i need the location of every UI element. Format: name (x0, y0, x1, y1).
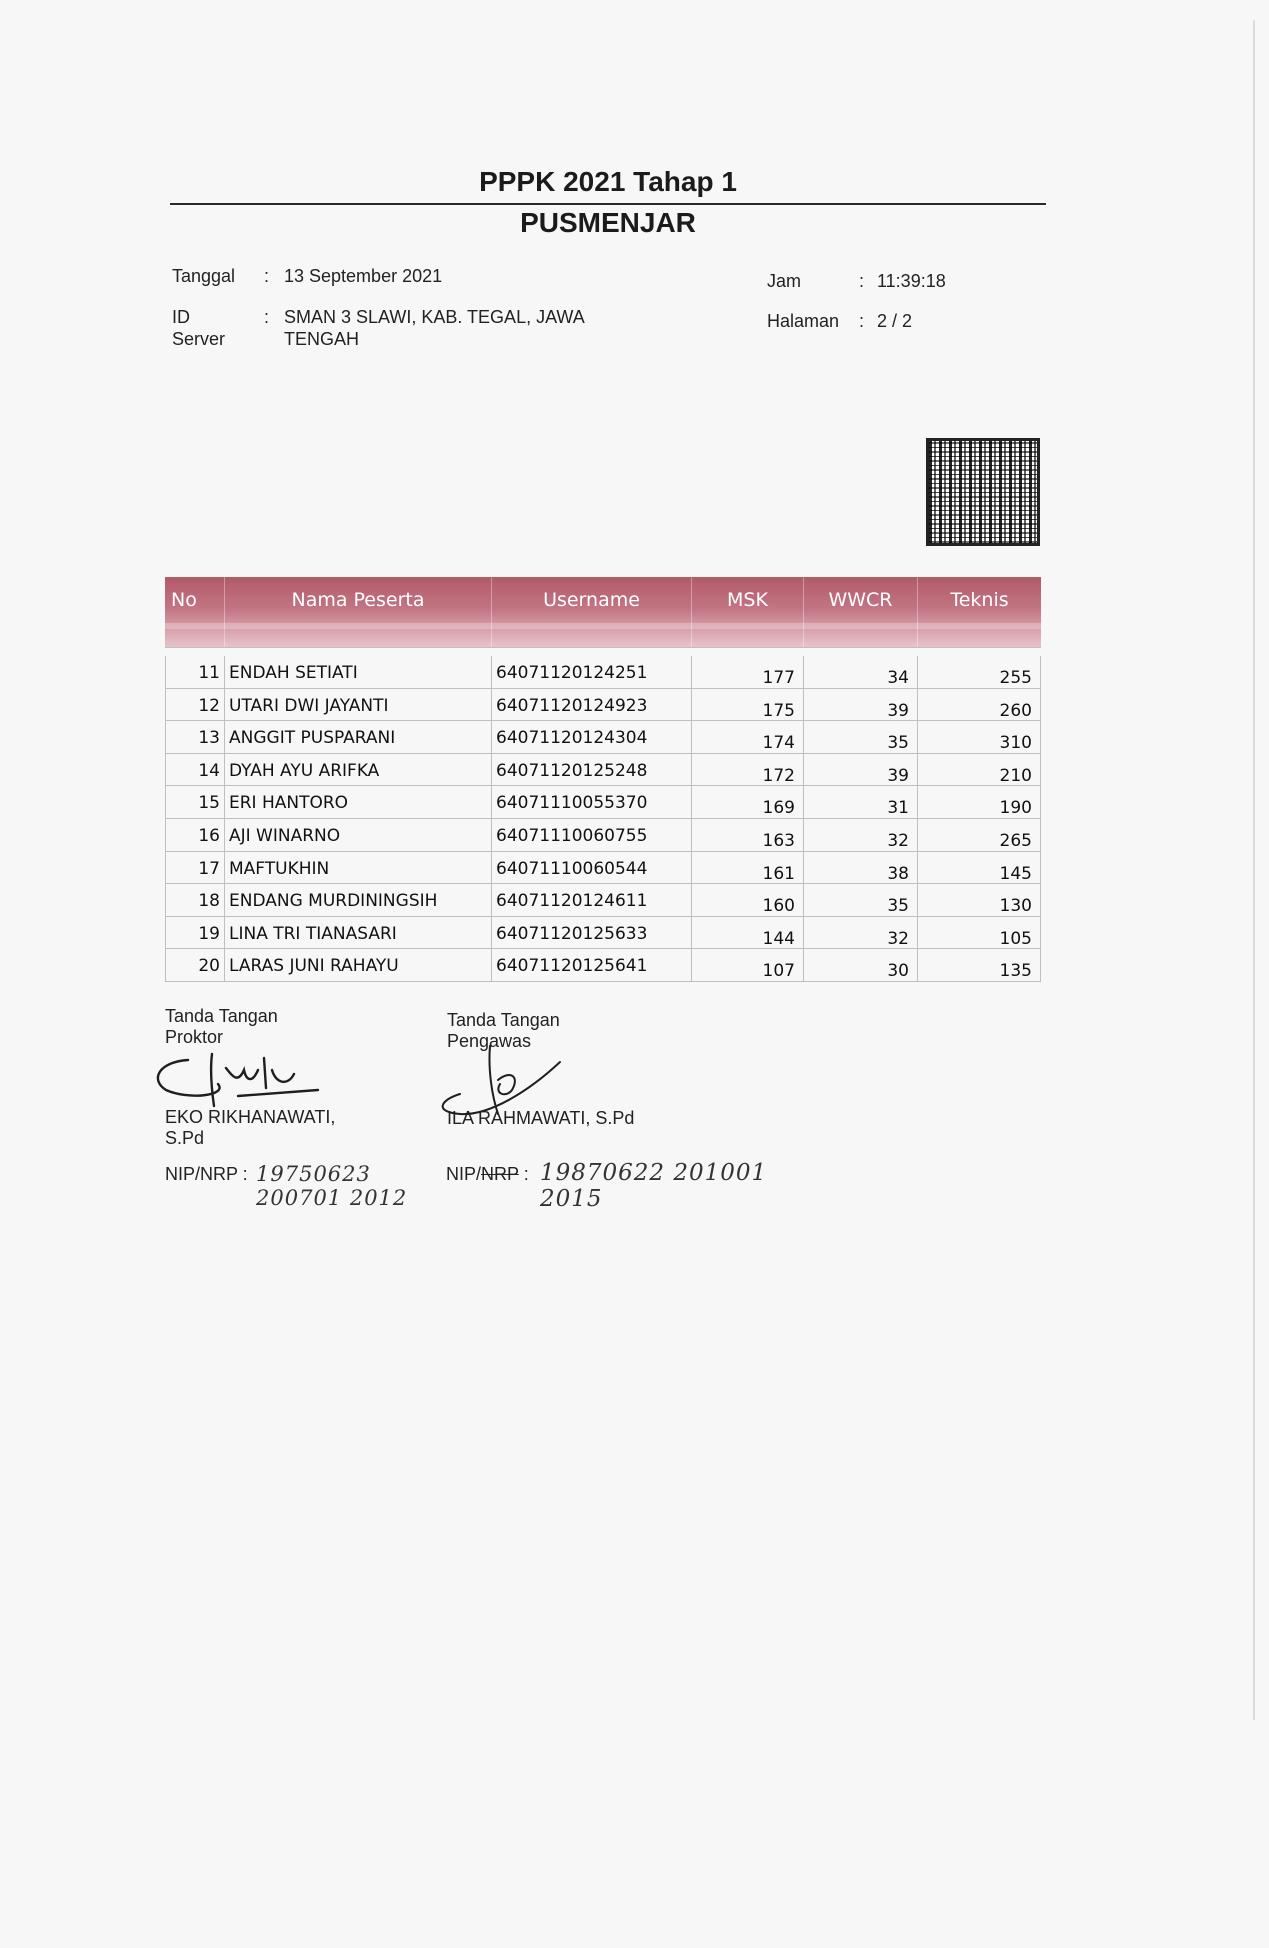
cell-wwcr: 35 (804, 884, 918, 916)
cell-teknis: 310 (918, 721, 1041, 753)
title-rule (170, 203, 1046, 205)
cell-nama: LARAS JUNI RAHAYU (225, 949, 492, 981)
halaman-label: Halaman (767, 311, 840, 331)
cell-wwcr: 32 (804, 917, 918, 949)
meta-jam (767, 270, 1007, 294)
cell-wwcr: 30 (804, 949, 918, 981)
cell-msk: 169 (692, 786, 804, 818)
cell-no: 18 (165, 884, 225, 916)
document-subtitle: PUSMENJAR (520, 207, 696, 238)
nip-label-pengawas (446, 1164, 546, 1186)
meta-halaman (767, 310, 1007, 334)
cell-wwcr: 35 (804, 721, 918, 753)
cell-username: 64071120124251 (492, 656, 692, 688)
table-row (165, 819, 1041, 852)
meta-id-server (172, 306, 652, 354)
cell-nama: UTARI DWI JAYANTI (225, 689, 492, 721)
cell-wwcr: 39 (804, 754, 918, 786)
table-row (165, 884, 1041, 917)
cell-teknis: 260 (918, 689, 1041, 721)
cell-no: 14 (165, 754, 225, 786)
id-colon: : (264, 307, 270, 327)
header-username: Username (492, 577, 692, 647)
table-row (165, 917, 1041, 950)
nip-value-proktor: 19750623 200701 2012 (256, 1162, 408, 1210)
cell-nama: MAFTUKHIN (225, 852, 492, 884)
table-row (165, 689, 1041, 722)
cell-msk: 175 (692, 689, 804, 721)
cell-teknis: 255 (918, 656, 1041, 688)
tanggal-colon: : (264, 266, 270, 286)
header-nama: Nama Peserta (225, 577, 492, 647)
header-band (165, 623, 1041, 629)
cell-teknis: 135 (918, 949, 1041, 981)
nip-label-pengawas-part-1: NIP/ (446, 1164, 482, 1184)
cell-nama: AJI WINARNO (225, 819, 492, 851)
cell-username: 64071120125248 (492, 754, 692, 786)
jam-colon: : (859, 271, 865, 291)
cell-msk: 107 (692, 949, 804, 981)
cell-username: 64071120124304 (492, 721, 692, 753)
cell-nama: ENDAH SETIATI (225, 656, 492, 688)
cell-teknis: 145 (918, 852, 1041, 884)
proktor-name-line-1: EKO RIKHANAWATI, (165, 1107, 336, 1127)
cell-no: 12 (165, 689, 225, 721)
cell-username: 64071110060755 (492, 819, 692, 851)
id-value-1: SMAN 3 SLAWI, KAB. TEGAL, JAWA (284, 307, 585, 327)
halaman-value: 2 / 2 (877, 311, 913, 331)
cell-no: 17 (165, 852, 225, 884)
scan-edge (1253, 20, 1255, 1720)
cell-wwcr: 31 (804, 786, 918, 818)
nip-label-proktor: NIP/NRP : (165, 1164, 248, 1184)
proktor-name-line-2: S.Pd (165, 1128, 205, 1148)
proktor-signature-mark (148, 1040, 328, 1110)
jam-label: Jam (767, 271, 802, 291)
id-label-2: Server (172, 329, 226, 349)
table-row (165, 754, 1041, 787)
cell-teknis: 265 (918, 819, 1041, 851)
nip-label-pengawas-part-3: : (518, 1164, 529, 1184)
pengawas-name: ILA RAHMAWATI, S.Pd (447, 1108, 635, 1128)
cell-teknis: 210 (918, 754, 1041, 786)
cell-username: 64071120125633 (492, 917, 692, 949)
cell-nama: ENDANG MURDININGSIH (225, 884, 492, 916)
id-value-2: TENGAH (284, 329, 360, 349)
table-row (165, 721, 1041, 754)
cell-msk: 160 (692, 884, 804, 916)
cell-nama: ANGGIT PUSPARANI (225, 721, 492, 753)
cell-username: 64071120125641 (492, 949, 692, 981)
table-row (165, 852, 1041, 885)
header-wwcr: WWCR (804, 577, 918, 647)
cell-no: 11 (165, 656, 225, 688)
tanggal-label: Tanggal (172, 266, 236, 286)
header-no: No (165, 577, 225, 647)
nip-label-pengawas-struck: NRP (481, 1164, 519, 1184)
cell-teknis: 190 (918, 786, 1041, 818)
cell-msk: 163 (692, 819, 804, 851)
cell-no: 19 (165, 917, 225, 949)
cell-msk: 172 (692, 754, 804, 786)
cell-nama: DYAH AYU ARIFKA (225, 754, 492, 786)
cell-no: 16 (165, 819, 225, 851)
cell-username: 64071110055370 (492, 786, 692, 818)
header-msk: MSK (692, 577, 804, 647)
cell-teknis: 105 (918, 917, 1041, 949)
cell-teknis: 130 (918, 884, 1041, 916)
cell-no: 13 (165, 721, 225, 753)
cell-no: 20 (165, 949, 225, 981)
table-row (165, 949, 1041, 982)
proktor-label-line-2: Proktor (165, 1027, 224, 1047)
pengawas-label-line-2: Pengawas (447, 1031, 532, 1051)
cell-msk: 177 (692, 656, 804, 688)
cell-wwcr: 32 (804, 819, 918, 851)
table-row (165, 656, 1041, 689)
cell-wwcr: 34 (804, 656, 918, 688)
cell-no: 15 (165, 786, 225, 818)
cell-username: 64071110060544 (492, 852, 692, 884)
cell-username: 64071120124611 (492, 884, 692, 916)
halaman-colon: : (859, 311, 865, 331)
cell-nama: ERI HANTORO (225, 786, 492, 818)
table-header (165, 577, 1041, 647)
table-body (165, 647, 1041, 982)
cell-wwcr: 38 (804, 852, 918, 884)
meta-tanggal (172, 265, 572, 289)
id-label-1: ID (172, 307, 190, 327)
cell-msk: 144 (692, 917, 804, 949)
cell-msk: 174 (692, 721, 804, 753)
qr-code-icon (929, 441, 1037, 543)
document-title: PPPK 2021 Tahap 1 (479, 166, 737, 197)
header-teknis: Teknis (950, 589, 1009, 611)
proktor-label-line-1: Tanda Tangan (165, 1006, 278, 1026)
jam-value: 11:39:18 (877, 271, 946, 291)
tanggal-value: 13 September 2021 (284, 266, 443, 286)
cell-username: 64071120124923 (492, 689, 692, 721)
pengawas-label-line-1: Tanda Tangan (447, 1010, 560, 1030)
cell-wwcr: 39 (804, 689, 918, 721)
table-row (165, 786, 1041, 819)
cell-nama: LINA TRI TIANASARI (225, 917, 492, 949)
nip-value-pengawas: 19870622 201001 2015 (540, 1160, 768, 1212)
proktor-name (165, 1107, 405, 1151)
score-table (165, 577, 1041, 982)
cell-msk: 161 (692, 852, 804, 884)
